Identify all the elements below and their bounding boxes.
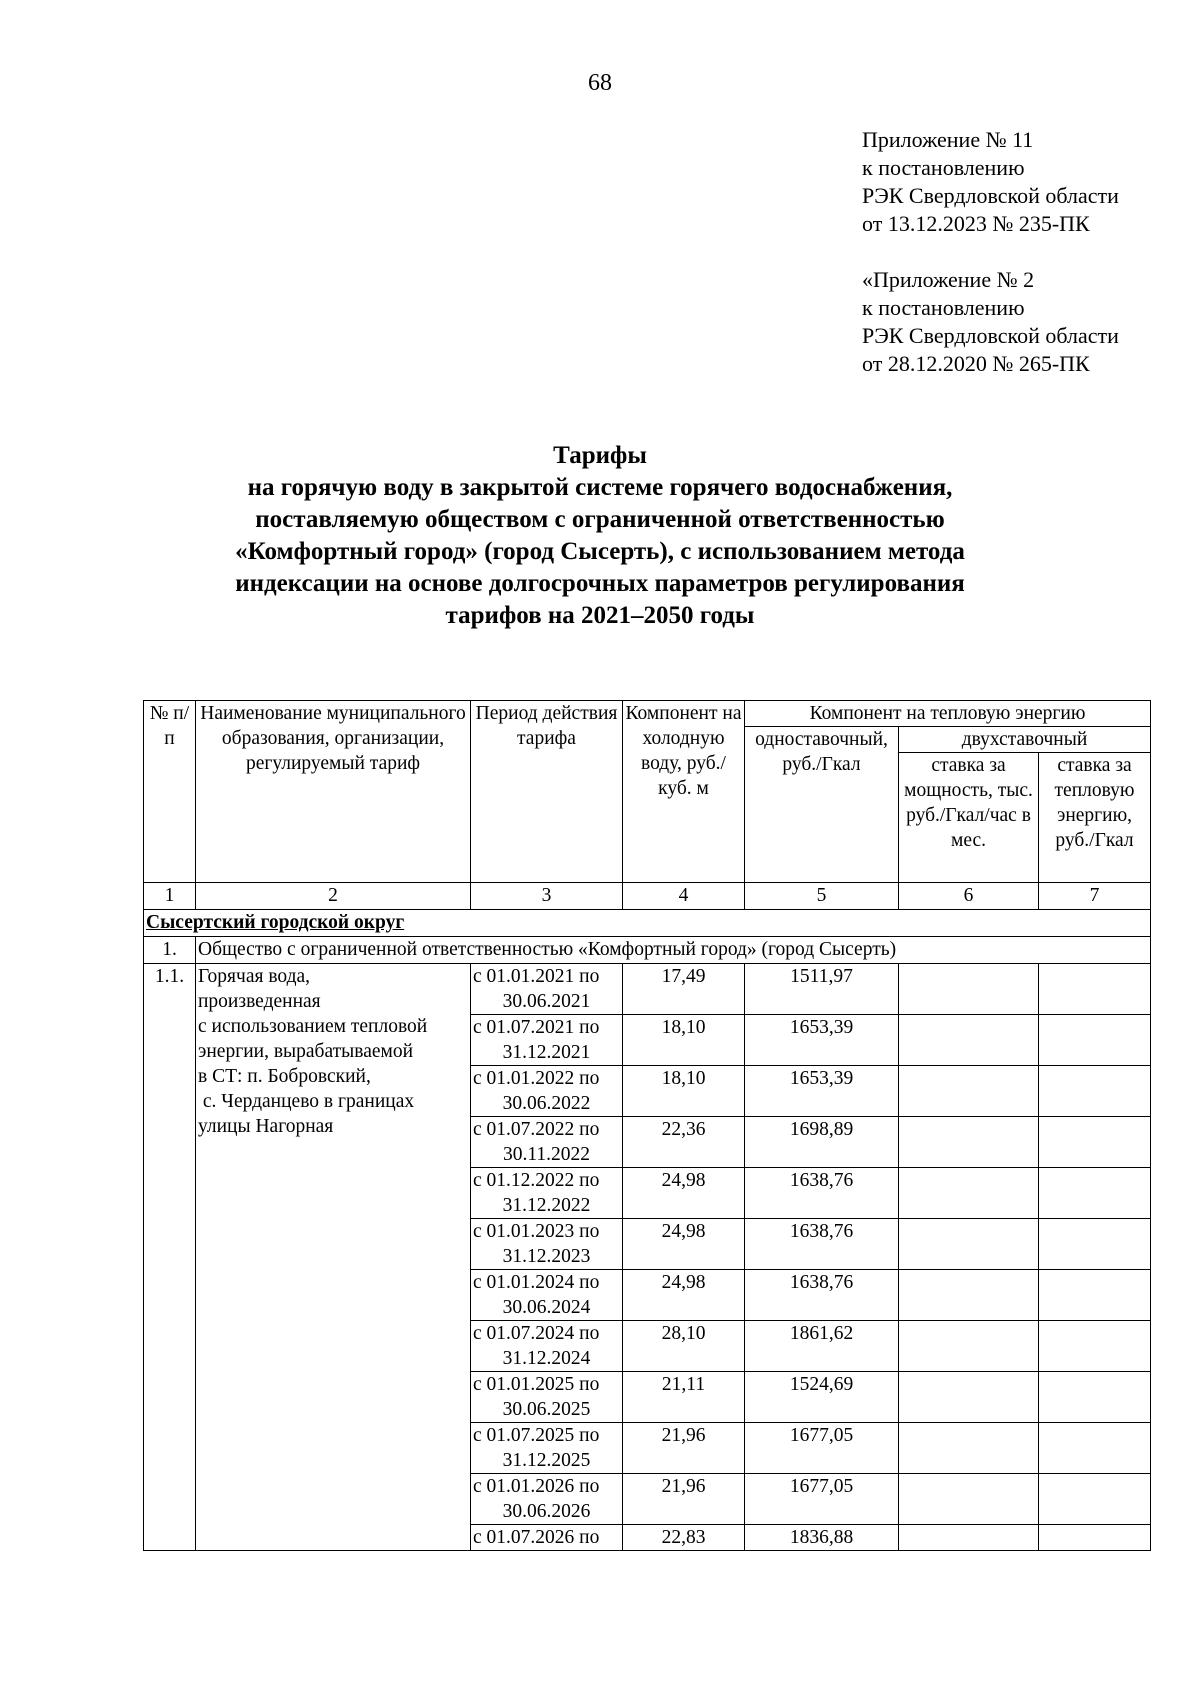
heat-rate-value	[1039, 1270, 1151, 1321]
document-title	[100, 440, 1100, 632]
column-number: 4	[623, 883, 745, 910]
column-numbers-row	[144, 883, 1151, 910]
single-rate-value: 1698,89	[745, 1117, 899, 1168]
appendix-original	[862, 266, 1119, 378]
period-from: с 01.07.2024 по	[473, 1323, 600, 1344]
period-to: 30.06.2022	[502, 1093, 591, 1114]
desc-line: с использованием тепловой	[198, 1016, 428, 1037]
appendix-line: Приложение № 11	[862, 127, 1034, 152]
appendix-current	[862, 126, 1119, 238]
heat-rate-value	[1039, 1219, 1151, 1270]
single-rate-value: 1653,39	[745, 1066, 899, 1117]
header-period: Период действия тарифа	[471, 701, 623, 883]
period-from: с 01.07.2022 по	[473, 1119, 600, 1140]
column-number: 5	[745, 883, 899, 910]
title-line: тарифов на 2021–2050 годы	[445, 602, 755, 629]
header-two-rate: двухставочный	[899, 727, 1151, 753]
desc-line: с. Черданцево в границах	[198, 1091, 415, 1112]
cold-water-value: 24,98	[623, 1168, 745, 1219]
title-line: на горячую воду в закрытой системе горячего водоснабжения,	[247, 474, 953, 501]
single-rate-value: 1677,05	[745, 1423, 899, 1474]
period-cell	[471, 1066, 623, 1117]
power-rate-value	[899, 1525, 1039, 1551]
cold-water-value: 21,11	[623, 1372, 745, 1423]
title-line: Тарифы	[553, 442, 647, 469]
period-to: 30.06.2021	[502, 991, 591, 1012]
org-name: Общество с ограниченной ответственностью «Комфортный город» (город Сысерть)	[196, 937, 1151, 964]
period-to: 30.06.2026	[502, 1501, 591, 1522]
column-number: 3	[471, 883, 623, 910]
period-from: с 01.01.2021 по	[473, 966, 600, 987]
cold-water-value: 21,96	[623, 1423, 745, 1474]
tariff-table	[143, 700, 1151, 1551]
heat-rate-value	[1039, 1015, 1151, 1066]
heat-rate-value	[1039, 1066, 1151, 1117]
period-cell	[471, 1525, 623, 1551]
header-num: № п/п	[144, 701, 196, 883]
cold-water-value: 18,10	[623, 1066, 745, 1117]
desc-line: улицы Нагорная	[198, 1116, 334, 1137]
period-from: с 01.07.2026 по	[473, 1527, 600, 1548]
appendix-line: к постановлению	[862, 295, 1025, 320]
cold-water-value: 24,98	[623, 1270, 745, 1321]
appendix-line: к постановлению	[862, 155, 1025, 180]
cold-water-value: 28,10	[623, 1321, 745, 1372]
heat-rate-value	[1039, 1372, 1151, 1423]
power-rate-value	[899, 1321, 1039, 1372]
period-to: 31.12.2023	[502, 1246, 591, 1267]
heat-rate-value	[1039, 1117, 1151, 1168]
period-from: с 01.01.2024 по	[473, 1272, 600, 1293]
heat-rate-value	[1039, 1321, 1151, 1372]
period-cell	[471, 1474, 623, 1525]
item-description	[196, 964, 471, 1551]
cold-water-value: 18,10	[623, 1015, 745, 1066]
cold-water-value: 21,96	[623, 1474, 745, 1525]
column-number: 7	[1039, 883, 1151, 910]
power-rate-value	[899, 1117, 1039, 1168]
single-rate-value: 1638,76	[745, 1168, 899, 1219]
power-rate-value	[899, 1270, 1039, 1321]
appendix-line: РЭК Свердловской области	[862, 183, 1119, 208]
org-number: 1.	[144, 937, 196, 964]
header-power-rate: ставка за мощность, тыс. руб./Гкал/час в мес.	[899, 753, 1039, 883]
period-from: с 01.01.2026 по	[473, 1476, 600, 1497]
period-to: 31.12.2021	[502, 1042, 591, 1063]
heat-rate-value	[1039, 1168, 1151, 1219]
period-cell	[471, 1372, 623, 1423]
cold-water-value: 22,36	[623, 1117, 745, 1168]
power-rate-value	[899, 1423, 1039, 1474]
period-to: 30.06.2024	[502, 1297, 591, 1318]
period-from: с 01.07.2025 по	[473, 1425, 600, 1446]
single-rate-value: 1638,76	[745, 1270, 899, 1321]
period-from: с 01.01.2025 по	[473, 1374, 600, 1395]
title-line: «Комфортный город» (город Сысерть), с использованием метода	[235, 538, 965, 565]
header-name: Наименование муниципального образования, организации, регулируемый тариф	[196, 701, 471, 883]
period-cell	[471, 1270, 623, 1321]
power-rate-value	[899, 1015, 1039, 1066]
column-number: 1	[144, 883, 196, 910]
group-title: Сысертский городской округ	[144, 910, 1151, 937]
period-from: с 01.01.2023 по	[473, 1221, 600, 1242]
period-cell	[471, 1423, 623, 1474]
single-rate-value: 1677,05	[745, 1474, 899, 1525]
table-row	[144, 964, 1151, 1015]
period-cell	[471, 1168, 623, 1219]
period-from: с 01.07.2021 по	[473, 1017, 600, 1038]
power-rate-value	[899, 1066, 1039, 1117]
single-rate-value: 1511,97	[745, 964, 899, 1015]
period-cell	[471, 964, 623, 1015]
column-number: 2	[196, 883, 471, 910]
period-from: с 01.12.2022 по	[473, 1170, 600, 1191]
header-heat-component: Компонент на тепловую энергию	[745, 701, 1151, 727]
title-line: поставляемую обществом с ограниченной ответственностью	[255, 506, 945, 533]
group-row	[144, 910, 1151, 937]
power-rate-value	[899, 1168, 1039, 1219]
item-number: 1.1.	[144, 964, 196, 1551]
desc-line: Горячая вода,	[198, 966, 311, 987]
period-to: 30.06.2025	[502, 1399, 591, 1420]
heat-rate-value	[1039, 1525, 1151, 1551]
page-number: 68	[588, 70, 612, 96]
period-cell	[471, 1321, 623, 1372]
single-rate-value: 1836,88	[745, 1525, 899, 1551]
title-line: индексации на основе долгосрочных параметров регулирования	[235, 570, 965, 597]
desc-line: в СТ: п. Бобровский,	[198, 1066, 371, 1087]
organization-row	[144, 937, 1151, 964]
period-to: 31.12.2025	[502, 1450, 591, 1471]
heat-rate-value	[1039, 1423, 1151, 1474]
period-to: 31.12.2022	[502, 1195, 591, 1216]
appendix-line: «Приложение № 2	[862, 267, 1035, 292]
period-cell	[471, 1117, 623, 1168]
header-cold-water: Компонент на холодную воду, руб./куб. м	[623, 701, 745, 883]
period-from: с 01.01.2022 по	[473, 1068, 600, 1089]
header-single-rate: одноставочный, руб./Гкал	[745, 727, 899, 883]
power-rate-value	[899, 1474, 1039, 1525]
period-cell	[471, 1015, 623, 1066]
heat-rate-value	[1039, 964, 1151, 1015]
single-rate-value: 1653,39	[745, 1015, 899, 1066]
appendix-line: от 28.12.2020 № 265-ПК	[862, 351, 1090, 376]
desc-line: произведенная	[198, 991, 321, 1012]
power-rate-value	[899, 1219, 1039, 1270]
power-rate-value	[899, 964, 1039, 1015]
cold-water-value: 22,83	[623, 1525, 745, 1551]
appendix-line: от 13.12.2023 № 235-ПК	[862, 211, 1090, 236]
single-rate-value: 1638,76	[745, 1219, 899, 1270]
period-cell	[471, 1219, 623, 1270]
header-heat-rate: ставка за тепловую энергию, руб./Гкал	[1039, 753, 1151, 883]
heat-rate-value	[1039, 1474, 1151, 1525]
cold-water-value: 17,49	[623, 964, 745, 1015]
period-to: 31.12.2024	[502, 1348, 591, 1369]
single-rate-value: 1861,62	[745, 1321, 899, 1372]
period-to: 30.11.2022	[502, 1144, 591, 1165]
desc-line: энергии, вырабатываемой	[198, 1041, 414, 1062]
power-rate-value	[899, 1372, 1039, 1423]
single-rate-value: 1524,69	[745, 1372, 899, 1423]
column-number: 6	[899, 883, 1039, 910]
cold-water-value: 24,98	[623, 1219, 745, 1270]
appendix-line: РЭК Свердловской области	[862, 323, 1119, 348]
